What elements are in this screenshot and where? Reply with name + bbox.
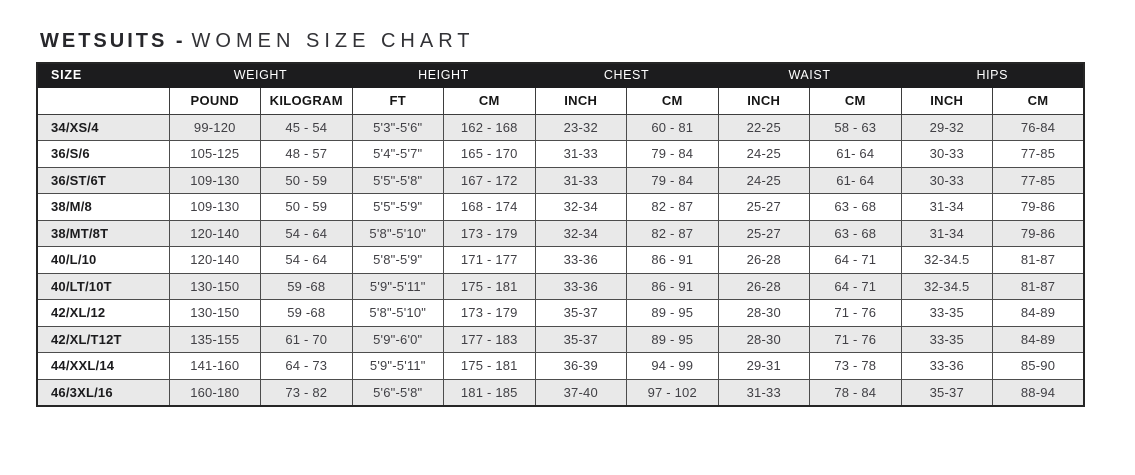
value-cell: 64 - 71 (810, 273, 902, 300)
value-cell: 31-33 (535, 141, 627, 168)
size-label: 38/M/8 (37, 194, 169, 221)
unit-header-1: POUND (169, 87, 261, 114)
value-cell: 5'5"-5'8" (352, 167, 444, 194)
table-row (37, 141, 1084, 168)
value-cell: 30-33 (901, 141, 993, 168)
unit-header-8: CM (810, 87, 902, 114)
value-cell: 73 - 78 (810, 353, 902, 380)
value-cell: 84-89 (993, 326, 1085, 353)
value-cell: 50 - 59 (261, 194, 353, 221)
table-row (37, 273, 1084, 300)
value-cell: 5'4"-5'7" (352, 141, 444, 168)
title-primary: WETSUITS - (40, 30, 186, 52)
value-cell: 81-87 (993, 273, 1085, 300)
title-secondary: WOMEN SIZE CHART (191, 30, 475, 52)
size-label: 36/S/6 (37, 141, 169, 168)
value-cell: 109-130 (169, 194, 261, 221)
value-cell: 59 -68 (261, 273, 353, 300)
value-cell: 175 - 181 (444, 273, 536, 300)
unit-header-4: CM (444, 87, 536, 114)
value-cell: 24-25 (718, 141, 810, 168)
value-cell: 160-180 (169, 379, 261, 406)
value-cell: 31-34 (901, 194, 993, 221)
value-cell: 130-150 (169, 273, 261, 300)
value-cell: 26-28 (718, 273, 810, 300)
value-cell: 94 - 99 (627, 353, 719, 380)
table-row (37, 220, 1084, 247)
value-cell: 167 - 172 (444, 167, 536, 194)
size-label: 44/XXL/14 (37, 353, 169, 380)
value-cell: 130-150 (169, 300, 261, 327)
value-cell: 33-36 (535, 273, 627, 300)
group-header-row (37, 63, 1084, 87)
value-cell: 5'8"-5'10" (352, 300, 444, 327)
value-cell: 5'9"-6'0" (352, 326, 444, 353)
value-cell: 165 - 170 (444, 141, 536, 168)
unit-header-6: CM (627, 87, 719, 114)
value-cell: 31-34 (901, 220, 993, 247)
value-cell: 173 - 179 (444, 220, 536, 247)
table-row (37, 167, 1084, 194)
unit-header-2: KILOGRAM (261, 87, 353, 114)
unit-header-7: INCH (718, 87, 810, 114)
value-cell: 89 - 95 (627, 300, 719, 327)
value-cell: 64 - 71 (810, 247, 902, 274)
size-label: 42/XL/T12T (37, 326, 169, 353)
value-cell: 105-125 (169, 141, 261, 168)
size-label: 38/MT/8T (37, 220, 169, 247)
value-cell: 33-36 (901, 353, 993, 380)
value-cell: 79 - 84 (627, 167, 719, 194)
value-cell: 60 - 81 (627, 114, 719, 141)
value-cell: 88-94 (993, 379, 1085, 406)
table-body (37, 114, 1084, 406)
value-cell: 48 - 57 (261, 141, 353, 168)
value-cell: 177 - 183 (444, 326, 536, 353)
value-cell: 168 - 174 (444, 194, 536, 221)
value-cell: 50 - 59 (261, 167, 353, 194)
table-row (37, 114, 1084, 141)
size-label: 34/XS/4 (37, 114, 169, 141)
value-cell: 58 - 63 (810, 114, 902, 141)
value-cell: 84-89 (993, 300, 1085, 327)
value-cell: 37-40 (535, 379, 627, 406)
value-cell: 31-33 (718, 379, 810, 406)
table-row (37, 247, 1084, 274)
value-cell: 64 - 73 (261, 353, 353, 380)
value-cell: 25-27 (718, 194, 810, 221)
value-cell: 45 - 54 (261, 114, 353, 141)
value-cell: 61- 64 (810, 141, 902, 168)
unit-header-5: INCH (535, 87, 627, 114)
value-cell: 61- 64 (810, 167, 902, 194)
value-cell: 23-32 (535, 114, 627, 141)
value-cell: 82 - 87 (627, 220, 719, 247)
value-cell: 28-30 (718, 326, 810, 353)
group-header-weight: WEIGHT (169, 63, 352, 87)
value-cell: 36-39 (535, 353, 627, 380)
value-cell: 54 - 64 (261, 247, 353, 274)
value-cell: 33-35 (901, 300, 993, 327)
value-cell: 31-33 (535, 167, 627, 194)
value-cell: 32-34.5 (901, 273, 993, 300)
unit-header-10: CM (993, 87, 1085, 114)
group-header-chest: CHEST (535, 63, 718, 87)
group-header-waist: WAIST (718, 63, 901, 87)
value-cell: 135-155 (169, 326, 261, 353)
value-cell: 120-140 (169, 247, 261, 274)
value-cell: 77-85 (993, 141, 1085, 168)
unit-header-3: FT (352, 87, 444, 114)
unit-header-9: INCH (901, 87, 993, 114)
value-cell: 79-86 (993, 194, 1085, 221)
value-cell: 120-140 (169, 220, 261, 247)
value-cell: 32-34 (535, 194, 627, 221)
value-cell: 30-33 (901, 167, 993, 194)
value-cell: 59 -68 (261, 300, 353, 327)
value-cell: 89 - 95 (627, 326, 719, 353)
value-cell: 77-85 (993, 167, 1085, 194)
value-cell: 29-32 (901, 114, 993, 141)
value-cell: 81-87 (993, 247, 1085, 274)
value-cell: 71 - 76 (810, 300, 902, 327)
value-cell: 175 - 181 (444, 353, 536, 380)
value-cell: 22-25 (718, 114, 810, 141)
value-cell: 171 - 177 (444, 247, 536, 274)
value-cell: 97 - 102 (627, 379, 719, 406)
value-cell: 33-35 (901, 326, 993, 353)
value-cell: 5'9"-5'11" (352, 273, 444, 300)
size-label: 40/LT/10T (37, 273, 169, 300)
value-cell: 33-36 (535, 247, 627, 274)
value-cell: 26-28 (718, 247, 810, 274)
value-cell: 5'9"-5'11" (352, 353, 444, 380)
value-cell: 141-160 (169, 353, 261, 380)
size-label: 46/3XL/16 (37, 379, 169, 406)
value-cell: 29-31 (718, 353, 810, 380)
unit-header-empty (37, 87, 169, 114)
group-header-hips: HIPS (901, 63, 1084, 87)
table-row (37, 194, 1084, 221)
value-cell: 35-37 (901, 379, 993, 406)
table-row (37, 300, 1084, 327)
table-row (37, 379, 1084, 406)
value-cell: 85-90 (993, 353, 1085, 380)
value-cell: 32-34 (535, 220, 627, 247)
value-cell: 162 - 168 (444, 114, 536, 141)
unit-header-row (37, 87, 1084, 114)
table-row (37, 326, 1084, 353)
group-header-size: SIZE (37, 63, 169, 87)
value-cell: 61 - 70 (261, 326, 353, 353)
value-cell: 63 - 68 (810, 220, 902, 247)
value-cell: 5'8"-5'10" (352, 220, 444, 247)
value-cell: 5'5"-5'9" (352, 194, 444, 221)
value-cell: 35-37 (535, 326, 627, 353)
value-cell: 28-30 (718, 300, 810, 327)
value-cell: 181 - 185 (444, 379, 536, 406)
group-header-height: HEIGHT (352, 63, 535, 87)
value-cell: 25-27 (718, 220, 810, 247)
value-cell: 99-120 (169, 114, 261, 141)
value-cell: 5'8"-5'9" (352, 247, 444, 274)
value-cell: 63 - 68 (810, 194, 902, 221)
value-cell: 79-86 (993, 220, 1085, 247)
size-label: 42/XL/12 (37, 300, 169, 327)
value-cell: 73 - 82 (261, 379, 353, 406)
value-cell: 173 - 179 (444, 300, 536, 327)
value-cell: 71 - 76 (810, 326, 902, 353)
value-cell: 82 - 87 (627, 194, 719, 221)
value-cell: 86 - 91 (627, 247, 719, 274)
table-row (37, 353, 1084, 380)
table-head (37, 63, 1084, 114)
value-cell: 79 - 84 (627, 141, 719, 168)
value-cell: 5'6"-5'8" (352, 379, 444, 406)
value-cell: 86 - 91 (627, 273, 719, 300)
value-cell: 78 - 84 (810, 379, 902, 406)
value-cell: 109-130 (169, 167, 261, 194)
size-chart-table (36, 62, 1085, 407)
value-cell: 5'3"-5'6" (352, 114, 444, 141)
value-cell: 32-34.5 (901, 247, 993, 274)
value-cell: 35-37 (535, 300, 627, 327)
page-title (40, 31, 1135, 51)
size-label: 36/ST/6T (37, 167, 169, 194)
value-cell: 24-25 (718, 167, 810, 194)
value-cell: 54 - 64 (261, 220, 353, 247)
value-cell: 76-84 (993, 114, 1085, 141)
size-label: 40/L/10 (37, 247, 169, 274)
